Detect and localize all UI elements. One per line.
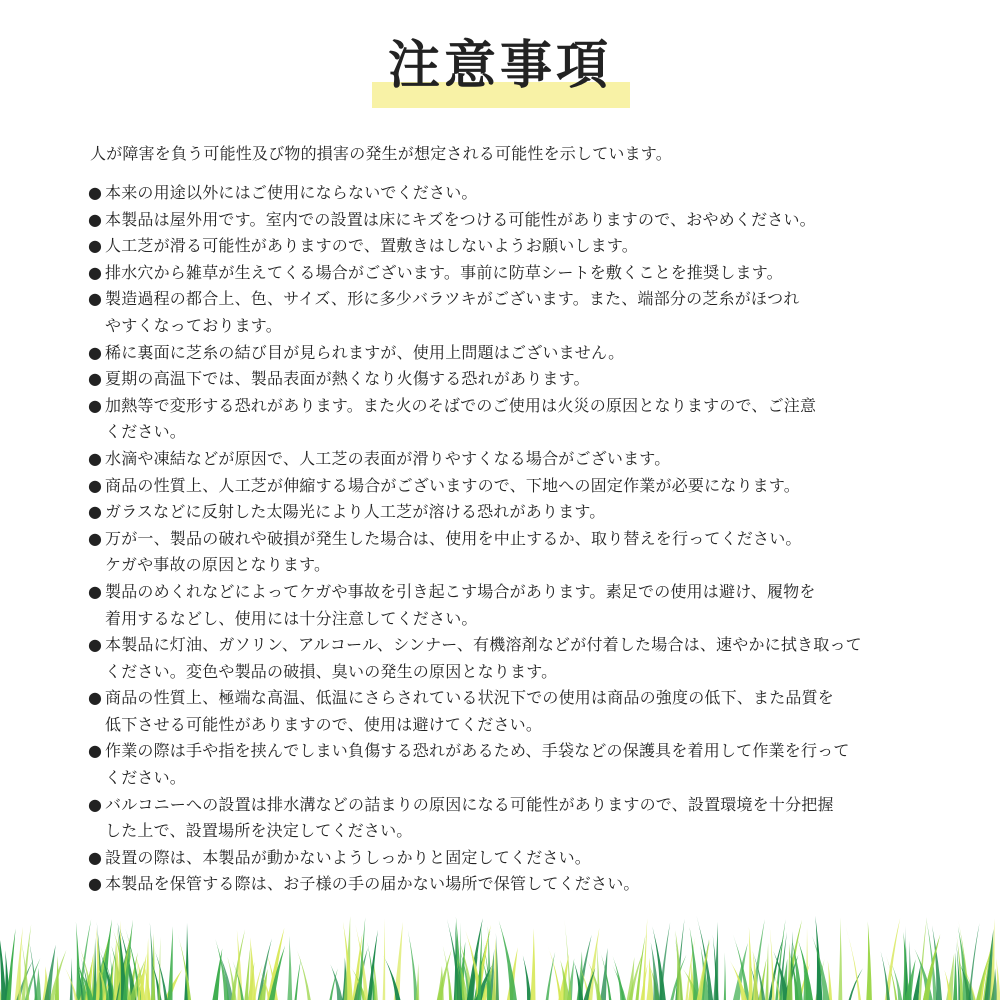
caution-item-text: 本製品を保管する際は、お子様の手の届かない場所で保管してください。: [105, 874, 640, 894]
grass-blade: [408, 930, 418, 1000]
caution-item: [88, 286, 918, 339]
bullet-icon: ●: [88, 369, 103, 389]
caution-item-text: 製造過程の都合上、色、サイズ、形に多少バラツキがございます。また、端部分の芝糸がほつれ: [105, 289, 800, 309]
bullet-icon: ●: [88, 794, 103, 814]
caution-item: [88, 260, 918, 287]
caution-item-text: 低下させる可能性がありますので、使用は避けてください。: [105, 714, 543, 734]
grass-blade: [416, 963, 419, 1000]
title-wrap: [0, 30, 1000, 102]
caution-item-text: 商品の性質上、極端な高温、低温にさらされている状況下での使用は商品の強度の低下、また品質を: [105, 688, 835, 708]
caution-item: [88, 180, 918, 207]
grass-blade: [523, 955, 532, 1000]
grass-blade: [6, 928, 15, 1000]
page-title: 注意事項: [387, 36, 612, 96]
grass-blade: [437, 966, 444, 1000]
bullet-icon: ●: [88, 289, 103, 309]
bullet-icon: ●: [88, 528, 103, 548]
caution-list: [88, 180, 918, 898]
bullet-icon: ●: [88, 475, 103, 495]
caution-item: [88, 393, 918, 446]
grass-blade: [0, 916, 6, 1000]
caution-item: [88, 526, 918, 579]
intro-text: 人が障害を負う可能性及び物的損害の発生が想定される可能性を示しています。: [90, 144, 672, 163]
caution-item-text: やすくなっております。: [105, 315, 282, 335]
grass-blade: [748, 927, 753, 1000]
caution-item-text: 商品の性質上、人工芝が伸縮する場合がございますので、下地への固定作業が必要になります。: [105, 475, 801, 495]
grass-blade: [295, 959, 301, 1000]
caution-item-text: 稀に裏面に芝糸の結び目が見られますが、使用上問題はございません。: [105, 342, 625, 362]
bullet-icon: ●: [88, 581, 103, 601]
caution-item: [88, 340, 918, 367]
caution-item-text: 排水穴から雑草が生えてくる場合がございます。事前に防草シートを敷くことを推奨します。: [105, 262, 783, 282]
bullet-icon: ●: [88, 209, 103, 229]
grass-blade: [249, 937, 256, 1000]
caution-item: [88, 685, 918, 738]
grass-blade: [55, 956, 60, 1000]
caution-item-text: 製品のめくれなどによってケガや事故を引き起こす場合があります。素足での使用は避け、履物を: [105, 581, 816, 601]
caution-item-text: 本来の用途以外にはご使用にならないでください。: [105, 183, 478, 202]
bullet-icon: ●: [88, 847, 103, 867]
grass-blade: [499, 920, 517, 1000]
bullet-icon: ●: [88, 236, 103, 256]
grass-blade: [627, 957, 635, 1000]
bullet-icon: ●: [88, 342, 103, 362]
grass-blade: [765, 943, 768, 1000]
caution-item: [88, 579, 918, 632]
caution-item: [88, 845, 918, 872]
caution-item-text: 作業の際は手や指を挟んでしまい負傷する恐れがあるため、手袋などの保護具を着用して作業を行って: [105, 741, 850, 761]
bullet-icon: ●: [88, 874, 103, 894]
caution-item-text: ください。変色や製品の破損、臭いの発生の原因となります。: [105, 661, 558, 681]
bullet-icon: ●: [88, 183, 103, 202]
caution-item-text: した上で、設置場所を決定してください。: [105, 821, 413, 841]
caution-item-text: 本製品は屋外用です。室内での設置は床にキズをつける可能性がありますので、おやめください。: [105, 209, 816, 229]
caution-item: [88, 473, 918, 500]
bullet-icon: ●: [88, 395, 103, 415]
grass-blade: [866, 921, 872, 1000]
caution-item-text: 本製品に灯油、ガソリン、アルコール、シンナー、有機溶剤などが付着した場合は、速やかに拭き取って: [105, 635, 862, 655]
caution-item-text: ガラスなどに反射した太陽光により人工芝が溶ける恐れがあります。: [105, 502, 606, 522]
caution-item: [88, 499, 918, 526]
caution-item-text: ください。: [105, 422, 187, 442]
grass-blade: [212, 948, 222, 1000]
bullet-icon: ●: [88, 262, 103, 282]
caution-item: [88, 233, 918, 260]
grass-blade: [613, 956, 625, 1000]
grass-blade: [838, 918, 842, 1000]
caution-item: [88, 738, 918, 791]
caution-item: [88, 207, 918, 234]
caution-item-text: バルコニーへの設置は排水溝などの詰まりの原因になる可能性がありますので、設置環境を十分把握: [105, 794, 834, 814]
grass-blade: [724, 952, 726, 1000]
caution-item-text: 人工芝が滑る可能性がありますので、置敷きはしないようお願いします。: [105, 236, 639, 256]
bullet-icon: ●: [88, 741, 103, 761]
caution-item-text: 着用するなどし、使用には十分注意してください。: [105, 608, 478, 628]
grass-blade: [647, 958, 654, 1000]
grass-blade: [968, 923, 979, 1000]
grass-blade: [153, 946, 168, 1000]
grass-blade: [530, 928, 535, 1000]
grass-blade: [996, 958, 1000, 1000]
caution-item-text: ください。: [105, 768, 187, 788]
caution-item-text: 水滴や凍結などが原因で、人工芝の表面が滑りやすくなる場合がございます。: [105, 448, 671, 468]
grass-blade: [383, 918, 386, 1000]
caution-item-text: 加熱等で変形する恐れがあります。また火のそばでのご使用は火災の原因となりますので、ご注意: [105, 395, 817, 415]
caution-item-text: 万が一、製品の破れや破損が発生した場合は、使用を中止するか、取り替えを行ってください。: [105, 528, 802, 548]
grass-blade: [713, 922, 718, 1000]
caution-item: [88, 446, 918, 473]
grass-blade: [178, 934, 191, 1000]
grass-blade: [546, 952, 556, 1000]
bullet-icon: ●: [88, 448, 103, 468]
caution-item: [88, 792, 918, 845]
bullet-icon: ●: [88, 502, 103, 522]
caution-item-text: 設置の際は、本製品が動かないようしっかりと固定してください。: [105, 847, 592, 867]
caution-item: [88, 871, 918, 898]
bullet-icon: ●: [88, 688, 103, 708]
bullet-icon: ●: [88, 635, 103, 655]
caution-item: [88, 366, 918, 393]
grass-blade: [168, 926, 173, 1000]
caution-item: [88, 632, 918, 685]
caution-item-text: 夏期の高温下では、製品表面が熱くなり火傷する恐れがあります。: [105, 369, 590, 389]
grass-blade: [287, 936, 292, 1000]
grass-border-decoration: [0, 915, 1000, 1000]
caution-item-text: ケガや事故の原因となります。: [105, 555, 331, 575]
